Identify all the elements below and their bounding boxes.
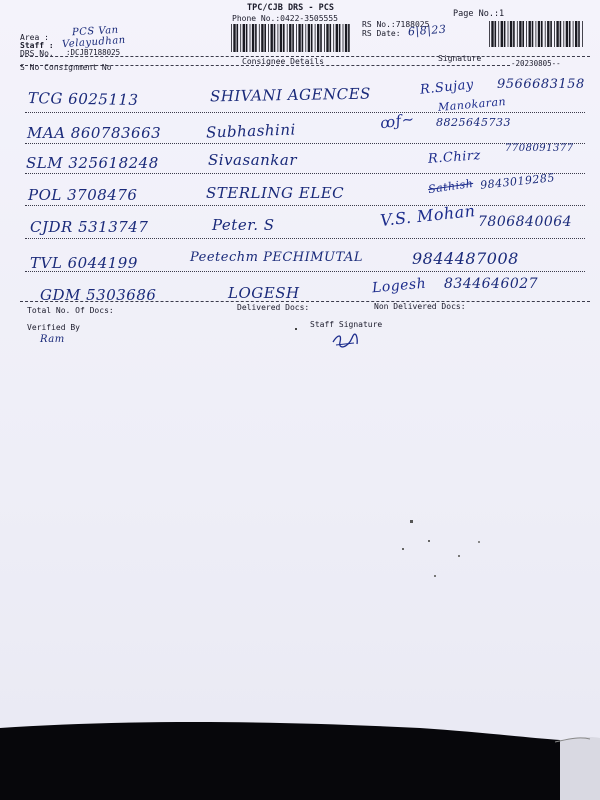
barcode-bar (289, 24, 291, 52)
barcode-bar (292, 24, 294, 52)
sno-consignment-label: S No Consignment No (20, 63, 112, 72)
row-line (25, 271, 585, 272)
barcode-bar (519, 21, 521, 47)
barcode-bar (271, 24, 273, 52)
barcode-bar (231, 24, 232, 52)
barcode-bar (566, 21, 568, 47)
barcode-bar (296, 24, 297, 52)
row-line (25, 112, 585, 113)
row-consignee-name: Peter. S (212, 216, 275, 234)
staff-signature-mark (330, 330, 360, 350)
barcode-bar (345, 24, 347, 52)
row-consignee-name: SHIVANI AGENCES (209, 84, 371, 106)
area-label: Area : (20, 33, 49, 42)
barcode-bar (582, 21, 583, 47)
barcode-bar (510, 21, 512, 47)
area-value: PCS Van (71, 24, 119, 39)
row-consignee-name: Peetechm PECHIMUTAL (190, 250, 363, 265)
barcode-bar (315, 24, 316, 52)
non-delivered-docs-label: Non Delivered Docs: (374, 302, 466, 311)
row-consignment-no: CJDR 5313747 (30, 218, 149, 236)
barcode-bar (547, 21, 549, 47)
barcode-bar (508, 21, 509, 47)
barcode-bar (287, 24, 288, 52)
row-line (25, 143, 585, 144)
barcode-bar (330, 24, 332, 52)
row-signature: V.S. Mohan (379, 201, 477, 230)
barcode-bar (278, 24, 279, 52)
barcode-bar (545, 21, 546, 47)
barcode-bar (274, 24, 276, 52)
barcode-bar (556, 21, 558, 47)
row-consignment-no: TCG 6025113 (27, 89, 139, 109)
document-title: TPC/CJB DRS - PCS (247, 3, 334, 13)
barcode-bar (563, 21, 564, 47)
page-number: Page No.:1 (453, 9, 505, 19)
row-phone: 7806840064 (478, 214, 573, 230)
row-consignment-no: MAA 860783663 (27, 124, 162, 142)
barcode-bar (489, 21, 490, 47)
row-signature: R.Chirz (427, 148, 482, 167)
drs-label: DRS No. (20, 49, 54, 58)
barcode-bar (526, 21, 527, 47)
row-consignment-no: TVL 6044199 (30, 254, 138, 272)
row-signature: Logesh (371, 275, 427, 297)
barcode-bar (333, 24, 334, 52)
barcode-bar (259, 24, 260, 52)
row-line (25, 238, 585, 239)
row-consignment-no: SLM 325618248 (26, 154, 159, 172)
barcode-bar (237, 24, 239, 52)
row-signature: Sathish (427, 176, 475, 197)
barcode-bar (255, 24, 257, 52)
barcode-bar (536, 21, 537, 47)
barcode-bar (264, 24, 266, 52)
barcode-bar (320, 24, 322, 52)
barcode-bar (246, 24, 248, 52)
row-phone: 8344646027 (444, 276, 539, 292)
barcode-bar (573, 21, 574, 47)
barcode-bar (513, 21, 515, 47)
row-line (25, 205, 585, 206)
verified-by-label: Verified By (27, 323, 80, 332)
barcode-drs (229, 24, 354, 52)
barcode-bar (538, 21, 540, 47)
row-phone: 9844487008 (412, 249, 519, 268)
signature-label: Signature (438, 54, 482, 63)
barcode-bar (268, 24, 269, 52)
phone-number: Phone No.:0422-3505555 (232, 14, 338, 23)
rs-date-value: 6|8|23 (407, 22, 447, 39)
barcode-bar (343, 24, 344, 52)
barcode-bar (554, 21, 555, 47)
total-docs-label: Total No. Of Docs: (27, 306, 114, 315)
barcode-bar (324, 24, 325, 52)
consignee-details-label: Consignee Details (242, 57, 324, 66)
delivered-docs-label: Delivered Docs: (237, 303, 310, 312)
rs-number: RS No.:7188025 (362, 20, 430, 29)
barcode-bar (529, 21, 531, 47)
barcode-bar (504, 21, 506, 47)
scan-edge-shadow (0, 700, 600, 800)
footer-divider (20, 301, 590, 302)
row-phone: 8825645733 (436, 116, 511, 129)
barcode-bar (498, 21, 499, 47)
row-consignee-name: Subhashini (205, 120, 297, 142)
barcode-bar (283, 24, 285, 52)
row-consignment-no: POL 3708476 (28, 186, 138, 204)
barcode-bar (311, 24, 313, 52)
barcode-bar (308, 24, 310, 52)
barcode-bar (532, 21, 534, 47)
barcode-bar (348, 24, 350, 52)
barcode-bar (339, 24, 341, 52)
barcode-bar (305, 24, 306, 52)
barcode-bar (550, 21, 552, 47)
barcode-bar (495, 21, 497, 47)
staff-signature-label: Staff Signature (310, 320, 383, 329)
barcode-bar (298, 24, 300, 52)
barcode-bar (317, 24, 319, 52)
staff-label: Staff : (20, 41, 54, 50)
barcode-bar (517, 21, 518, 47)
barcode-bar (541, 21, 543, 47)
barcode-bar (280, 24, 282, 52)
row-consignee-name: Sivasankar (208, 151, 297, 169)
row-line (25, 173, 585, 174)
barcode-bar (575, 21, 577, 47)
barcode-bar (578, 21, 580, 47)
row-consignee-name: STERLING ELEC (206, 184, 345, 202)
barcode-bar (243, 24, 245, 52)
verified-signature: Ram (40, 334, 65, 345)
barcode-bar (252, 24, 254, 52)
staff-value: Velayudhan (61, 34, 127, 51)
row-signature-mark: ꝏƒ~ (378, 109, 416, 133)
barcode-bar (501, 21, 503, 47)
barcode-bar (302, 24, 304, 52)
barcode-rs (487, 21, 587, 47)
row-consignment-no: GDM 5303686 (40, 286, 157, 304)
rs-date-label: RS Date: (362, 29, 401, 38)
barcode-bar (326, 24, 328, 52)
row-signature: Manokaran (437, 95, 507, 114)
header-date: -20230805-- (511, 59, 561, 68)
row-consignee-name: LOGESH (228, 284, 300, 302)
barcode-bar (233, 24, 235, 52)
barcode-bar (569, 21, 571, 47)
row-phone: 9843019285 (479, 171, 556, 192)
barcode-bar (250, 24, 251, 52)
barcode-bar (491, 21, 493, 47)
row-phone: 7708091377 (505, 143, 574, 154)
row-signature: R.Sujay (419, 77, 475, 98)
barcode-bar (261, 24, 263, 52)
barcode-bar (522, 21, 524, 47)
drs-value: :DCJB7188025 (66, 48, 121, 57)
barcode-bar (240, 24, 241, 52)
row-phone: 9566683158 (497, 77, 585, 92)
barcode-bar (560, 21, 562, 47)
barcode-bar (336, 24, 338, 52)
